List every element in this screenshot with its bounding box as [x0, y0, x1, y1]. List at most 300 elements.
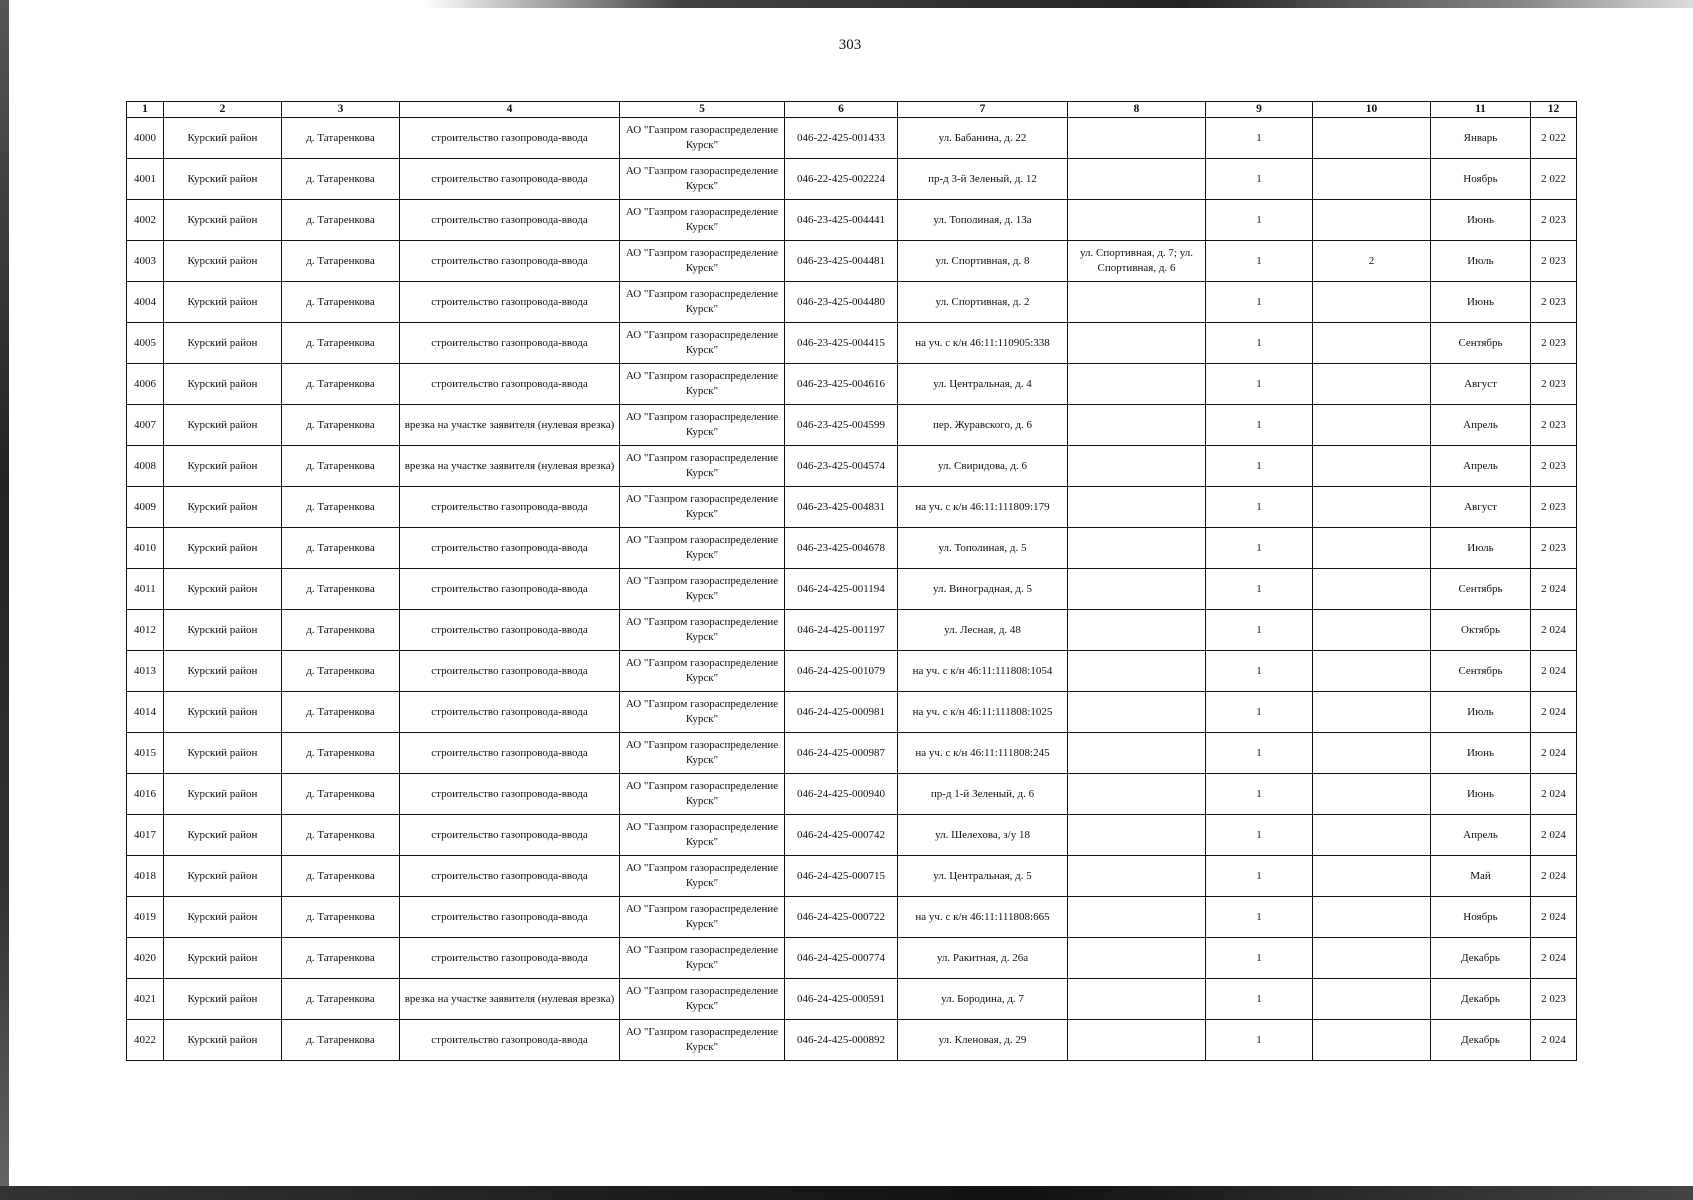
cell-address: ул. Тополиная, д. 5: [898, 528, 1068, 569]
cell-quantity: 1: [1206, 323, 1313, 364]
cell-organization: АО "Газпром газораспределение Курск": [620, 815, 785, 856]
cell-quantity: 1: [1206, 241, 1313, 282]
cell-district: Курский район: [164, 159, 282, 200]
cell-quantity: 1: [1206, 118, 1313, 159]
cell-month: Июль: [1431, 528, 1531, 569]
cell-quantity: 1: [1206, 528, 1313, 569]
cell-additional-addresses: [1068, 569, 1206, 610]
cell-organization: АО "Газпром газораспределение Курск": [620, 897, 785, 938]
cell-column-10: [1313, 692, 1431, 733]
cell-address: ул. Свиридова, д. 6: [898, 446, 1068, 487]
cell-organization: АО "Газпром газораспределение Курск": [620, 979, 785, 1020]
cell-address: на уч. с к/н 46:11:111808:665: [898, 897, 1068, 938]
cell-district: Курский район: [164, 651, 282, 692]
cell-organization: АО "Газпром газораспределение Курск": [620, 446, 785, 487]
column-header: 8: [1068, 102, 1206, 118]
cell-column-10: [1313, 1020, 1431, 1061]
cell-id: 4022: [127, 1020, 164, 1061]
cell-application-code: 046-23-425-004415: [785, 323, 898, 364]
column-header: 10: [1313, 102, 1431, 118]
cell-work-type: врезка на участке заявителя (нулевая врезка): [400, 979, 620, 1020]
cell-locality: д. Татаренкова: [282, 159, 400, 200]
cell-application-code: 046-24-425-000981: [785, 692, 898, 733]
cell-application-code: 046-23-425-004616: [785, 364, 898, 405]
cell-locality: д. Татаренкова: [282, 323, 400, 364]
cell-address: на уч. с к/н 46:11:110905:338: [898, 323, 1068, 364]
cell-month: Ноябрь: [1431, 159, 1531, 200]
cell-work-type: строительство газопровода-ввода: [400, 159, 620, 200]
cell-locality: д. Татаренкова: [282, 528, 400, 569]
cell-application-code: 046-24-425-000940: [785, 774, 898, 815]
cell-year: 2 023: [1531, 282, 1577, 323]
cell-year: 2 023: [1531, 364, 1577, 405]
cell-additional-addresses: [1068, 815, 1206, 856]
cell-additional-addresses: ул. Спортивная, д. 7; ул. Спортивная, д. 6: [1068, 241, 1206, 282]
cell-district: Курский район: [164, 979, 282, 1020]
cell-district: Курский район: [164, 610, 282, 651]
cell-locality: д. Татаренкова: [282, 856, 400, 897]
cell-column-10: [1313, 323, 1431, 364]
cell-application-code: 046-23-425-004831: [785, 487, 898, 528]
cell-month: Июнь: [1431, 282, 1531, 323]
cell-quantity: 1: [1206, 364, 1313, 405]
cell-address: ул. Шелехова, з/у 18: [898, 815, 1068, 856]
cell-application-code: 046-24-425-000591: [785, 979, 898, 1020]
cell-column-10: [1313, 569, 1431, 610]
cell-year: 2 023: [1531, 323, 1577, 364]
cell-locality: д. Татаренкова: [282, 774, 400, 815]
cell-address: ул. Центральная, д. 5: [898, 856, 1068, 897]
table-row: [127, 159, 1577, 200]
column-header: 9: [1206, 102, 1313, 118]
cell-application-code: 046-22-425-002224: [785, 159, 898, 200]
cell-id: 4005: [127, 323, 164, 364]
cell-application-code: 046-24-425-001197: [785, 610, 898, 651]
cell-id: 4012: [127, 610, 164, 651]
cell-application-code: 046-23-425-004480: [785, 282, 898, 323]
cell-additional-addresses: [1068, 733, 1206, 774]
table-row: [127, 405, 1577, 446]
cell-organization: АО "Газпром газораспределение Курск": [620, 569, 785, 610]
column-header: 5: [620, 102, 785, 118]
cell-id: 4011: [127, 569, 164, 610]
cell-organization: АО "Газпром газораспределение Курск": [620, 282, 785, 323]
cell-district: Курский район: [164, 774, 282, 815]
cell-year: 2 024: [1531, 733, 1577, 774]
cell-district: Курский район: [164, 733, 282, 774]
cell-locality: д. Татаренкова: [282, 692, 400, 733]
cell-organization: АО "Газпром газораспределение Курск": [620, 405, 785, 446]
table-body: [127, 118, 1577, 1061]
scan-edge-top: [0, 0, 1693, 8]
cell-work-type: строительство газопровода-ввода: [400, 651, 620, 692]
cell-column-10: [1313, 118, 1431, 159]
cell-month: Июль: [1431, 692, 1531, 733]
cell-year: 2 023: [1531, 979, 1577, 1020]
cell-column-10: [1313, 733, 1431, 774]
cell-locality: д. Татаренкова: [282, 979, 400, 1020]
cell-organization: АО "Газпром газораспределение Курск": [620, 610, 785, 651]
cell-address: на уч. с к/н 46:11:111809:179: [898, 487, 1068, 528]
cell-month: Август: [1431, 487, 1531, 528]
cell-locality: д. Татаренкова: [282, 651, 400, 692]
cell-id: 4002: [127, 200, 164, 241]
table-row: [127, 774, 1577, 815]
cell-id: 4000: [127, 118, 164, 159]
cell-district: Курский район: [164, 897, 282, 938]
cell-work-type: строительство газопровода-ввода: [400, 528, 620, 569]
cell-locality: д. Татаренкова: [282, 118, 400, 159]
cell-quantity: 1: [1206, 610, 1313, 651]
cell-month: Октябрь: [1431, 610, 1531, 651]
cell-locality: д. Татаренкова: [282, 405, 400, 446]
cell-locality: д. Татаренкова: [282, 364, 400, 405]
cell-organization: АО "Газпром газораспределение Курск": [620, 487, 785, 528]
cell-work-type: строительство газопровода-ввода: [400, 856, 620, 897]
table-row: [127, 569, 1577, 610]
cell-work-type: строительство газопровода-ввода: [400, 610, 620, 651]
cell-additional-addresses: [1068, 364, 1206, 405]
cell-work-type: строительство газопровода-ввода: [400, 569, 620, 610]
cell-year: 2 023: [1531, 241, 1577, 282]
cell-locality: д. Татаренкова: [282, 897, 400, 938]
cell-application-code: 046-23-425-004599: [785, 405, 898, 446]
cell-column-10: [1313, 159, 1431, 200]
cell-work-type: строительство газопровода-ввода: [400, 323, 620, 364]
cell-quantity: 1: [1206, 979, 1313, 1020]
cell-additional-addresses: [1068, 774, 1206, 815]
cell-additional-addresses: [1068, 159, 1206, 200]
table-row: [127, 856, 1577, 897]
cell-district: Курский район: [164, 1020, 282, 1061]
cell-column-10: [1313, 938, 1431, 979]
cell-district: Курский район: [164, 569, 282, 610]
cell-locality: д. Татаренкова: [282, 1020, 400, 1061]
cell-quantity: 1: [1206, 938, 1313, 979]
cell-id: 4017: [127, 815, 164, 856]
cell-month: Ноябрь: [1431, 897, 1531, 938]
scan-edge-bottom: [0, 1186, 1693, 1200]
cell-locality: д. Татаренкова: [282, 241, 400, 282]
table-row: [127, 118, 1577, 159]
column-header: 3: [282, 102, 400, 118]
cell-organization: АО "Газпром газораспределение Курск": [620, 938, 785, 979]
cell-column-10: [1313, 528, 1431, 569]
cell-locality: д. Татаренкова: [282, 200, 400, 241]
cell-application-code: 046-24-425-000715: [785, 856, 898, 897]
cell-quantity: 1: [1206, 200, 1313, 241]
cell-locality: д. Татаренкова: [282, 446, 400, 487]
table-row: [127, 815, 1577, 856]
cell-work-type: строительство газопровода-ввода: [400, 692, 620, 733]
cell-month: Апрель: [1431, 446, 1531, 487]
cell-address: пер. Журавского, д. 6: [898, 405, 1068, 446]
cell-work-type: строительство газопровода-ввода: [400, 364, 620, 405]
cell-quantity: 1: [1206, 897, 1313, 938]
cell-quantity: 1: [1206, 815, 1313, 856]
cell-organization: АО "Газпром газораспределение Курск": [620, 651, 785, 692]
cell-organization: АО "Газпром газораспределение Курск": [620, 241, 785, 282]
cell-month: Сентябрь: [1431, 323, 1531, 364]
cell-column-10: [1313, 446, 1431, 487]
cell-quantity: 1: [1206, 856, 1313, 897]
table-row: [127, 528, 1577, 569]
cell-district: Курский район: [164, 241, 282, 282]
table-row: [127, 1020, 1577, 1061]
cell-address: ул. Бабанина, д. 22: [898, 118, 1068, 159]
cell-address: ул. Спортивная, д. 8: [898, 241, 1068, 282]
cell-organization: АО "Газпром газораспределение Курск": [620, 1020, 785, 1061]
cell-quantity: 1: [1206, 692, 1313, 733]
cell-year: 2 024: [1531, 610, 1577, 651]
cell-organization: АО "Газпром газораспределение Курск": [620, 733, 785, 774]
cell-locality: д. Татаренкова: [282, 610, 400, 651]
cell-address: ул. Тополиная, д. 13а: [898, 200, 1068, 241]
cell-column-10: [1313, 856, 1431, 897]
cell-month: Декабрь: [1431, 1020, 1531, 1061]
cell-year: 2 022: [1531, 118, 1577, 159]
cell-district: Курский район: [164, 282, 282, 323]
cell-district: Курский район: [164, 364, 282, 405]
cell-additional-addresses: [1068, 200, 1206, 241]
cell-address: ул. Центральная, д. 4: [898, 364, 1068, 405]
cell-address: на уч. с к/н 46:11:111808:245: [898, 733, 1068, 774]
cell-work-type: строительство газопровода-ввода: [400, 200, 620, 241]
cell-locality: д. Татаренкова: [282, 733, 400, 774]
cell-district: Курский район: [164, 487, 282, 528]
cell-id: 4013: [127, 651, 164, 692]
cell-additional-addresses: [1068, 405, 1206, 446]
cell-work-type: врезка на участке заявителя (нулевая врезка): [400, 446, 620, 487]
cell-additional-addresses: [1068, 651, 1206, 692]
cell-organization: АО "Газпром газораспределение Курск": [620, 774, 785, 815]
table-row: [127, 323, 1577, 364]
cell-additional-addresses: [1068, 118, 1206, 159]
cell-additional-addresses: [1068, 528, 1206, 569]
cell-year: 2 024: [1531, 938, 1577, 979]
cell-quantity: 1: [1206, 1020, 1313, 1061]
cell-quantity: 1: [1206, 282, 1313, 323]
cell-id: 4015: [127, 733, 164, 774]
cell-column-10: 2: [1313, 241, 1431, 282]
cell-district: Курский район: [164, 200, 282, 241]
cell-id: 4019: [127, 897, 164, 938]
cell-year: 2 022: [1531, 159, 1577, 200]
table-row: [127, 200, 1577, 241]
cell-locality: д. Татаренкова: [282, 815, 400, 856]
table-row: [127, 651, 1577, 692]
cell-work-type: строительство газопровода-ввода: [400, 774, 620, 815]
cell-column-10: [1313, 979, 1431, 1020]
cell-quantity: 1: [1206, 159, 1313, 200]
cell-year: 2 024: [1531, 815, 1577, 856]
cell-locality: д. Татаренкова: [282, 487, 400, 528]
cell-year: 2 024: [1531, 897, 1577, 938]
cell-column-10: [1313, 364, 1431, 405]
cell-column-10: [1313, 897, 1431, 938]
cell-application-code: 046-24-425-000722: [785, 897, 898, 938]
cell-month: Август: [1431, 364, 1531, 405]
cell-work-type: строительство газопровода-ввода: [400, 118, 620, 159]
cell-address: ул. Лесная, д. 48: [898, 610, 1068, 651]
cell-quantity: 1: [1206, 651, 1313, 692]
cell-district: Курский район: [164, 692, 282, 733]
cell-column-10: [1313, 405, 1431, 446]
cell-column-10: [1313, 774, 1431, 815]
cell-work-type: врезка на участке заявителя (нулевая врезка): [400, 405, 620, 446]
cell-organization: АО "Газпром газораспределение Курск": [620, 528, 785, 569]
cell-month: Июль: [1431, 241, 1531, 282]
cell-district: Курский район: [164, 856, 282, 897]
cell-additional-addresses: [1068, 446, 1206, 487]
cell-id: 4006: [127, 364, 164, 405]
cell-application-code: 046-23-425-004441: [785, 200, 898, 241]
cell-application-code: 046-24-425-000742: [785, 815, 898, 856]
table-row: [127, 938, 1577, 979]
column-header: 7: [898, 102, 1068, 118]
cell-locality: д. Татаренкова: [282, 569, 400, 610]
cell-month: Июнь: [1431, 774, 1531, 815]
cell-month: Июнь: [1431, 733, 1531, 774]
cell-year: 2 024: [1531, 774, 1577, 815]
cell-district: Курский район: [164, 323, 282, 364]
cell-application-code: 046-24-425-001194: [785, 569, 898, 610]
cell-quantity: 1: [1206, 405, 1313, 446]
cell-address: на уч. с к/н 46:11:111808:1025: [898, 692, 1068, 733]
cell-year: 2 023: [1531, 200, 1577, 241]
cell-application-code: 046-22-425-001433: [785, 118, 898, 159]
header-row: [127, 102, 1577, 118]
cell-id: 4007: [127, 405, 164, 446]
cell-additional-addresses: [1068, 323, 1206, 364]
cell-quantity: 1: [1206, 774, 1313, 815]
cell-additional-addresses: [1068, 856, 1206, 897]
cell-column-10: [1313, 651, 1431, 692]
cell-organization: АО "Газпром газораспределение Курск": [620, 118, 785, 159]
cell-id: 4004: [127, 282, 164, 323]
cell-id: 4020: [127, 938, 164, 979]
cell-district: Курский район: [164, 938, 282, 979]
cell-work-type: строительство газопровода-ввода: [400, 815, 620, 856]
cell-district: Курский район: [164, 446, 282, 487]
cell-column-10: [1313, 487, 1431, 528]
table-row: [127, 241, 1577, 282]
scan-edge-left: [0, 0, 9, 1200]
table-row: [127, 487, 1577, 528]
cell-district: Курский район: [164, 118, 282, 159]
cell-application-code: 046-24-425-001079: [785, 651, 898, 692]
cell-year: 2 024: [1531, 569, 1577, 610]
cell-organization: АО "Газпром газораспределение Курск": [620, 323, 785, 364]
cell-additional-addresses: [1068, 692, 1206, 733]
cell-month: Декабрь: [1431, 938, 1531, 979]
cell-locality: д. Татаренкова: [282, 282, 400, 323]
table-row: [127, 364, 1577, 405]
cell-id: 4010: [127, 528, 164, 569]
cell-application-code: 046-23-425-004678: [785, 528, 898, 569]
cell-district: Курский район: [164, 405, 282, 446]
cell-additional-addresses: [1068, 1020, 1206, 1061]
table-row: [127, 897, 1577, 938]
cell-address: ул. Виноградная, д. 5: [898, 569, 1068, 610]
cell-year: 2 024: [1531, 692, 1577, 733]
cell-id: 4021: [127, 979, 164, 1020]
cell-application-code: 046-23-425-004481: [785, 241, 898, 282]
cell-year: 2 023: [1531, 405, 1577, 446]
cell-additional-addresses: [1068, 979, 1206, 1020]
table-row: [127, 692, 1577, 733]
cell-organization: АО "Газпром газораспределение Курск": [620, 200, 785, 241]
cell-column-10: [1313, 282, 1431, 323]
cell-work-type: строительство газопровода-ввода: [400, 241, 620, 282]
table-row: [127, 446, 1577, 487]
column-header: 12: [1531, 102, 1577, 118]
cell-application-code: 046-23-425-004574: [785, 446, 898, 487]
cell-locality: д. Татаренкова: [282, 938, 400, 979]
cell-work-type: строительство газопровода-ввода: [400, 897, 620, 938]
cell-organization: АО "Газпром газораспределение Курск": [620, 364, 785, 405]
cell-additional-addresses: [1068, 897, 1206, 938]
column-header: 6: [785, 102, 898, 118]
cell-additional-addresses: [1068, 282, 1206, 323]
cell-quantity: 1: [1206, 487, 1313, 528]
cell-month: Декабрь: [1431, 979, 1531, 1020]
cell-work-type: строительство газопровода-ввода: [400, 1020, 620, 1061]
cell-address: ул. Спортивная, д. 2: [898, 282, 1068, 323]
registry-table: [126, 101, 1577, 1061]
cell-month: Май: [1431, 856, 1531, 897]
column-header: 2: [164, 102, 282, 118]
cell-month: Июнь: [1431, 200, 1531, 241]
cell-application-code: 046-24-425-000892: [785, 1020, 898, 1061]
cell-month: Сентябрь: [1431, 651, 1531, 692]
cell-organization: АО "Газпром газораспределение Курск": [620, 856, 785, 897]
column-header: 11: [1431, 102, 1531, 118]
cell-month: Апрель: [1431, 815, 1531, 856]
table-row: [127, 733, 1577, 774]
page-number: 303: [838, 37, 862, 53]
cell-address: ул. Ракитная, д. 26а: [898, 938, 1068, 979]
cell-id: 4018: [127, 856, 164, 897]
cell-column-10: [1313, 815, 1431, 856]
cell-quantity: 1: [1206, 446, 1313, 487]
cell-month: Апрель: [1431, 405, 1531, 446]
cell-quantity: 1: [1206, 733, 1313, 774]
cell-column-10: [1313, 610, 1431, 651]
cell-id: 4008: [127, 446, 164, 487]
table-row: [127, 282, 1577, 323]
cell-month: Январь: [1431, 118, 1531, 159]
cell-additional-addresses: [1068, 938, 1206, 979]
cell-work-type: строительство газопровода-ввода: [400, 938, 620, 979]
cell-id: 4003: [127, 241, 164, 282]
column-header: 4: [400, 102, 620, 118]
cell-address: ул. Бородина, д. 7: [898, 979, 1068, 1020]
cell-address: пр-д 1-й Зеленый, д. 6: [898, 774, 1068, 815]
cell-work-type: строительство газопровода-ввода: [400, 733, 620, 774]
cell-district: Курский район: [164, 815, 282, 856]
table-row: [127, 610, 1577, 651]
cell-address: пр-д 3-й Зеленый, д. 12: [898, 159, 1068, 200]
cell-year: 2 024: [1531, 1020, 1577, 1061]
cell-id: 4014: [127, 692, 164, 733]
cell-district: Курский район: [164, 528, 282, 569]
cell-work-type: строительство газопровода-ввода: [400, 487, 620, 528]
cell-id: 4009: [127, 487, 164, 528]
cell-year: 2 023: [1531, 528, 1577, 569]
table-row: [127, 979, 1577, 1020]
cell-year: 2 024: [1531, 651, 1577, 692]
